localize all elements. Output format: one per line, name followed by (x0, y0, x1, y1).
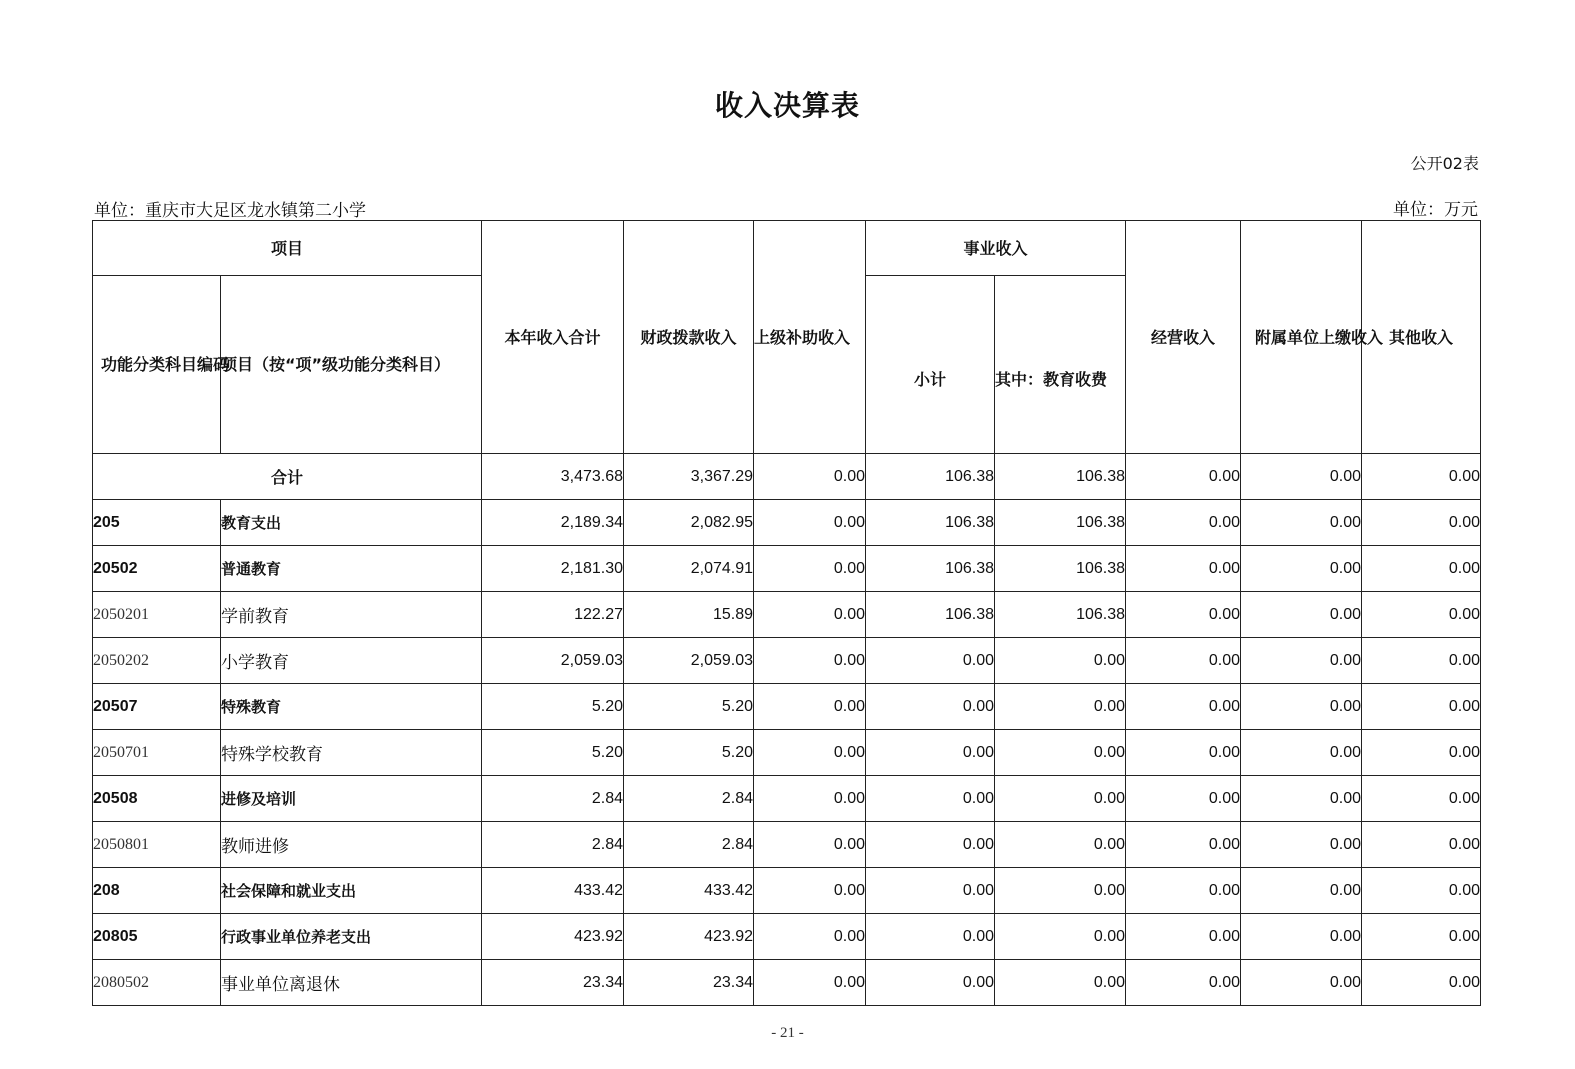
total-row-cell: 106.38 (866, 454, 995, 500)
item-name-cell: 事业单位离退休 (221, 960, 482, 1006)
amount-cell: 2,189.34 (482, 500, 624, 546)
form-number: 公开02表 (1410, 154, 1479, 173)
function-code-cell: 20507 (93, 684, 221, 730)
amount-cell: 0.00 (866, 960, 995, 1006)
item-name-cell: 行政事业单位养老支出 (221, 914, 482, 960)
total-row-cell: 0.00 (1126, 454, 1241, 500)
amount-cell: 23.34 (482, 960, 624, 1006)
amount-cell: 0.00 (1241, 730, 1362, 776)
amount-cell: 0.00 (995, 822, 1126, 868)
amount-cell: 2,181.30 (482, 546, 624, 592)
amount-cell: 0.00 (1362, 914, 1481, 960)
amount-cell: 0.00 (1362, 500, 1481, 546)
function-code-cell: 2050201 (93, 592, 221, 638)
amount-cell: 0.00 (1241, 592, 1362, 638)
function-code-cell: 2050801 (93, 822, 221, 868)
amount-cell: 0.00 (1241, 960, 1362, 1006)
header-total-income: 本年收入合计 (482, 221, 624, 454)
amount-cell: 0.00 (754, 546, 866, 592)
table-row (93, 684, 1481, 730)
amount-cell: 423.92 (482, 914, 624, 960)
amount-cell: 0.00 (995, 638, 1126, 684)
amount-cell: 2,059.03 (482, 638, 624, 684)
amount-cell: 15.89 (624, 592, 754, 638)
function-code-cell: 208 (93, 868, 221, 914)
amount-cell: 0.00 (1126, 684, 1241, 730)
header-item-group: 项目 (93, 221, 482, 276)
amount-cell: 0.00 (1126, 822, 1241, 868)
amount-cell: 0.00 (866, 776, 995, 822)
table-row (93, 500, 1481, 546)
amount-cell: 0.00 (1126, 638, 1241, 684)
amount-cell: 0.00 (1126, 546, 1241, 592)
function-code-cell: 2050202 (93, 638, 221, 684)
amount-cell: 106.38 (866, 546, 995, 592)
total-row-cell: 0.00 (1362, 454, 1481, 500)
table-row (93, 546, 1481, 592)
amount-cell: 0.00 (1126, 960, 1241, 1006)
item-name-cell: 小学教育 (221, 638, 482, 684)
amount-cell: 0.00 (1126, 868, 1241, 914)
table-row (93, 960, 1481, 1006)
total-row-cell: 3,367.29 (624, 454, 754, 500)
amount-cell: 0.00 (1241, 684, 1362, 730)
table-row (93, 592, 1481, 638)
header-affiliated-income: 附属单位上缴收入 (1241, 221, 1362, 454)
total-row-cell: 0.00 (754, 454, 866, 500)
amount-cell: 0.00 (1241, 500, 1362, 546)
page-number: - 21 - (771, 1025, 804, 1041)
amount-cell: 0.00 (1362, 546, 1481, 592)
item-name-cell: 特殊学校教育 (221, 730, 482, 776)
amount-cell: 2,059.03 (624, 638, 754, 684)
amount-cell: 0.00 (1362, 592, 1481, 638)
currency-unit: 单位：万元 (1393, 200, 1478, 219)
item-name-cell: 教师进修 (221, 822, 482, 868)
amount-cell: 0.00 (995, 914, 1126, 960)
income-final-accounts-table (92, 220, 1481, 1006)
amount-cell: 0.00 (754, 730, 866, 776)
amount-cell: 0.00 (1126, 776, 1241, 822)
function-code-cell: 20502 (93, 546, 221, 592)
amount-cell: 0.00 (1241, 638, 1362, 684)
table-body (93, 454, 1481, 1006)
amount-cell: 0.00 (1362, 776, 1481, 822)
amount-cell: 0.00 (754, 868, 866, 914)
amount-cell: 0.00 (995, 868, 1126, 914)
table-row (93, 868, 1481, 914)
amount-cell: 2.84 (624, 776, 754, 822)
total-row-cell: 3,473.68 (482, 454, 624, 500)
amount-cell: 0.00 (1241, 868, 1362, 914)
amount-cell: 2.84 (482, 822, 624, 868)
amount-cell: 0.00 (754, 914, 866, 960)
function-code-cell: 205 (93, 500, 221, 546)
item-name-cell: 进修及培训 (221, 776, 482, 822)
amount-cell: 0.00 (1362, 960, 1481, 1006)
header-item-name: 项目（按“项”级功能分类科目） (221, 276, 482, 454)
amount-cell: 106.38 (995, 546, 1126, 592)
amount-cell: 0.00 (995, 960, 1126, 1006)
amount-cell: 0.00 (1126, 914, 1241, 960)
amount-cell: 433.42 (624, 868, 754, 914)
amount-cell: 0.00 (866, 638, 995, 684)
amount-cell: 5.20 (482, 684, 624, 730)
amount-cell: 0.00 (1362, 730, 1481, 776)
amount-cell: 433.42 (482, 868, 624, 914)
amount-cell: 0.00 (1241, 546, 1362, 592)
item-name-cell: 学前教育 (221, 592, 482, 638)
table-row (93, 638, 1481, 684)
table-row (93, 776, 1481, 822)
amount-cell: 0.00 (866, 914, 995, 960)
amount-cell: 0.00 (1126, 730, 1241, 776)
amount-cell: 0.00 (1362, 868, 1481, 914)
amount-cell: 23.34 (624, 960, 754, 1006)
page-title: 收入决算表 (714, 89, 860, 122)
reporting-unit: 单位：重庆市大足区龙水镇第二小学 (94, 201, 366, 220)
amount-cell: 2.84 (624, 822, 754, 868)
amount-cell: 0.00 (754, 776, 866, 822)
amount-cell: 0.00 (866, 730, 995, 776)
amount-cell: 0.00 (1241, 822, 1362, 868)
header-superior-subsidy: 上级补助收入 (754, 221, 866, 454)
item-name-cell: 教育支出 (221, 500, 482, 546)
amount-cell: 0.00 (754, 960, 866, 1006)
amount-cell: 0.00 (866, 868, 995, 914)
header-fiscal-appropriation: 财政拨款收入 (624, 221, 754, 454)
amount-cell: 5.20 (624, 730, 754, 776)
amount-cell: 0.00 (995, 684, 1126, 730)
total-row-cell: 0.00 (1241, 454, 1362, 500)
amount-cell: 0.00 (1241, 776, 1362, 822)
amount-cell: 0.00 (995, 776, 1126, 822)
amount-cell: 0.00 (754, 592, 866, 638)
amount-cell: 106.38 (866, 500, 995, 546)
amount-cell: 106.38 (995, 500, 1126, 546)
amount-cell: 0.00 (754, 822, 866, 868)
amount-cell: 0.00 (866, 684, 995, 730)
header-subtotal (866, 276, 995, 454)
item-name-cell: 特殊教育 (221, 684, 482, 730)
amount-cell: 0.00 (866, 822, 995, 868)
amount-cell: 0.00 (1126, 500, 1241, 546)
header-operating-income: 经营收入 (1126, 221, 1241, 454)
item-name-cell: 普通教育 (221, 546, 482, 592)
item-name-cell: 社会保障和就业支出 (221, 868, 482, 914)
amount-cell: 0.00 (1241, 914, 1362, 960)
amount-cell: 0.00 (1362, 638, 1481, 684)
table-row (93, 914, 1481, 960)
amount-cell: 0.00 (995, 730, 1126, 776)
header-subtotal-label: 小计 (914, 370, 947, 389)
amount-cell: 5.20 (624, 684, 754, 730)
amount-cell: 0.00 (754, 500, 866, 546)
amount-cell: 423.92 (624, 914, 754, 960)
table-row (93, 730, 1481, 776)
total-row-label: 合计 (93, 454, 482, 500)
table-row (93, 822, 1481, 868)
header-edu-fee-label: 其中：教育收费 (995, 370, 1108, 389)
amount-cell: 0.00 (754, 638, 866, 684)
header-edu-fee (995, 276, 1126, 454)
total-row-cell: 106.38 (995, 454, 1126, 500)
amount-cell: 0.00 (1126, 592, 1241, 638)
amount-cell: 0.00 (754, 684, 866, 730)
amount-cell: 0.00 (1362, 684, 1481, 730)
header-other-income: 其他收入 (1362, 221, 1481, 454)
amount-cell: 2,074.91 (624, 546, 754, 592)
total-row (93, 454, 1481, 500)
amount-cell: 106.38 (866, 592, 995, 638)
function-code-cell: 2080502 (93, 960, 221, 1006)
header-function-code: 功能分类科目编码 (93, 276, 221, 454)
amount-cell: 106.38 (995, 592, 1126, 638)
amount-cell: 2,082.95 (624, 500, 754, 546)
amount-cell: 0.00 (1362, 822, 1481, 868)
amount-cell: 122.27 (482, 592, 624, 638)
amount-cell: 2.84 (482, 776, 624, 822)
function-code-cell: 20805 (93, 914, 221, 960)
function-code-cell: 20508 (93, 776, 221, 822)
header-business-income-group: 事业收入 (866, 221, 1126, 276)
function-code-cell: 2050701 (93, 730, 221, 776)
amount-cell: 5.20 (482, 730, 624, 776)
